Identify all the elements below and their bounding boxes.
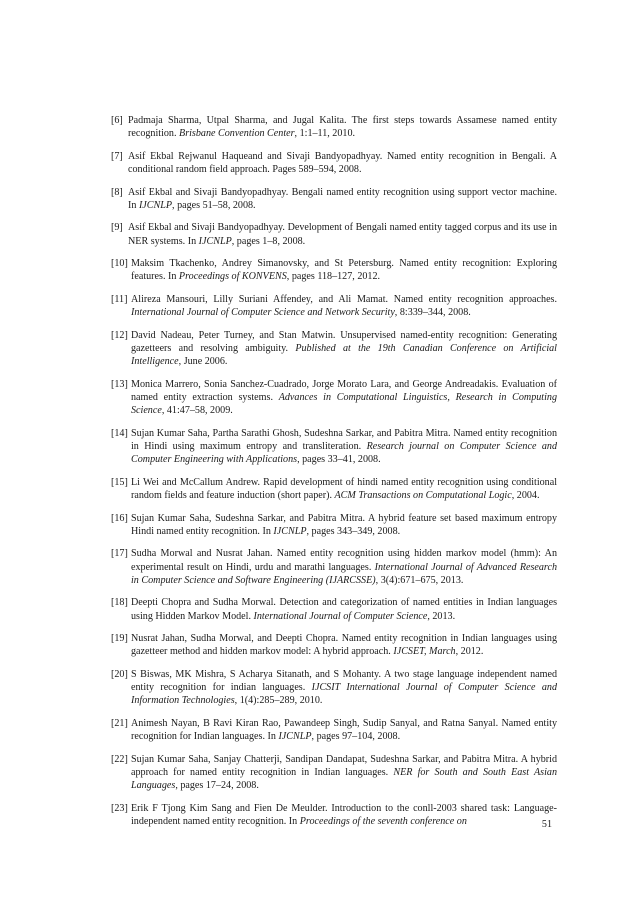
reference-segment: , pages 33–41, 2008.: [297, 454, 381, 466]
reference-text: [128, 221, 557, 247]
reference-segment: S Biswas, MK Mishra, S Acharya Sitanath, and S Mohanty. A two stage language independent named entity recognition for indian languages.: [131, 668, 557, 694]
reference-segment: , pages 1–8, 2008.: [231, 235, 306, 247]
reference-entry: [111, 257, 557, 283]
reference-entry: [111, 512, 557, 538]
reference-segment: , pages 51–58, 2008.: [172, 199, 256, 211]
reference-entry: [111, 114, 557, 140]
reference-segment: , 1:1–11, 2010.: [294, 128, 356, 140]
reference-entry: [111, 547, 557, 587]
reference-entry: [111, 632, 557, 658]
reference-number: [17]: [111, 548, 128, 560]
reference-entry: [111, 753, 557, 793]
reference-number: [21]: [111, 717, 128, 729]
page-number: 51: [541, 819, 552, 830]
reference-number: [22]: [111, 753, 128, 765]
reference-number: [15]: [111, 476, 128, 488]
reference-venue: IJCSET, March: [393, 646, 456, 658]
reference-segment: Asif Ekbal Rejwanul Haqueand and Sivaji Bandyopadhyay. Named entity recognition in Bengali. A conditional random field approach. Pages 589–594, 2008.: [128, 150, 557, 175]
reference-venue: Advances in Computational Linguistics, Research in Computing Science: [131, 391, 557, 417]
reference-number: [12]: [111, 329, 128, 341]
reference-segment: Erik F Tjong Kim Sang and Fien De Meulder. Introduction to the conll-2003 shared task: Language-independent named entity recognition. In: [131, 802, 557, 827]
reference-venue: IJCSIT International Journal of Computer Science and Information Technologies: [131, 682, 557, 707]
reference-venue: IJCNLP: [273, 525, 307, 537]
reference-segment: Li Wei and McCallum Andrew. Rapid development of hindi named entity recognition using conditional random fields and feature induction (short paper).: [131, 476, 557, 501]
reference-entry: [111, 802, 557, 828]
reference-text: [128, 186, 557, 212]
reference-venue: IJCNLP: [278, 731, 312, 743]
reference-entry: [111, 378, 557, 418]
reference-text: [131, 753, 557, 793]
reference-venue: Proceedings of KONVENS: [178, 271, 287, 283]
reference-segment: , 41:47–58, 2009.: [161, 405, 233, 417]
reference-venue: International Journal of Computer Science and Network Security: [131, 307, 395, 319]
reference-text: [131, 476, 557, 502]
reference-number: [14]: [111, 427, 128, 439]
reference-venue: International Journal of Advanced Research in Computer Science and Software Engineering (IJARCSSE): [131, 561, 557, 586]
reference-entry: [111, 596, 557, 622]
reference-segment: , 1(4):285–289, 2010.: [234, 695, 323, 707]
reference-list: [111, 114, 557, 838]
reference-segment: Padmaja Sharma, Utpal Sharma, and Jugal Kalita. The first steps towards Assamese named entity recognition.: [128, 115, 557, 140]
reference-segment: Alireza Mansouri, Lilly Suriani Affendey, and Ali Mamat. Named entity recognition approaches.: [131, 293, 557, 305]
reference-number: [18]: [111, 597, 128, 609]
reference-entry: [111, 150, 557, 176]
reference-text: [131, 668, 557, 708]
reference-text: [131, 547, 557, 587]
reference-number: [8]: [111, 186, 123, 198]
reference-entry: [111, 329, 557, 369]
reference-segment: Deepti Chopra and Sudha Morwal. Detection and categorization of named entities in Indian languages using Hidden Markov Model.: [131, 597, 557, 622]
reference-number: [9]: [111, 222, 123, 234]
reference-number: [10]: [111, 258, 128, 270]
reference-segment: , pages 17–24, 2008.: [175, 780, 259, 792]
reference-number: [23]: [111, 802, 128, 814]
reference-segment: , pages 97–104, 2008.: [311, 731, 401, 743]
reference-text: [131, 427, 557, 467]
reference-number: [16]: [111, 512, 128, 524]
reference-segment: Sujan Kumar Saha, Sudeshna Sarkar, and Pabitra Mitra. A hybrid feature set based maximum entropy Hindi named entity recognition. In: [131, 512, 557, 537]
reference-text: [131, 717, 557, 743]
reference-segment: Maksim Tkachenko, Andrey Simanovsky, and St Petersburg. Named entity recognition: Exploring features. In: [131, 258, 557, 283]
reference-entry: [111, 717, 557, 743]
reference-segment: , 2004.: [511, 489, 540, 501]
reference-venue: Proceedings of the seventh conference on: [299, 815, 467, 827]
reference-segment: Animesh Nayan, B Ravi Kiran Rao, Pawandeep Singh, Sudip Sanyal, and Ratna Sanyal. Named entity recognition for Indian languages. In: [131, 717, 557, 743]
reference-text: [128, 114, 557, 140]
reference-venue: IJCNLP: [198, 235, 232, 247]
reference-segment: , 2012.: [455, 646, 484, 658]
reference-segment: David Nadeau, Peter Turney, and Stan Matwin. Unsupervised named-entity recognition: Generating gazetteers and resolving ambiguity.: [131, 329, 557, 354]
reference-segment: , 2013.: [427, 610, 456, 622]
reference-number: [6]: [111, 115, 123, 126]
reference-segment: Monica Marrero, Sonia Sanchez-Cuadrado, Jorge Morato Lara, and George Andreadakis. Evaluation of named entity extraction systems.: [131, 378, 557, 403]
reference-venue: NER for South and South East Asian Languages: [131, 766, 557, 792]
reference-segment: Sujan Kumar Saha, Sanjay Chatterji, Sandipan Dandapat, Sudeshna Sarkar, and Pabitra Mitra. A hybrid approach for named entity recognition in Indian languages.: [131, 753, 557, 778]
reference-segment: , pages 343–349, 2008.: [306, 525, 401, 537]
reference-text: [128, 150, 557, 176]
reference-number: [13]: [111, 378, 128, 390]
reference-entry: [111, 186, 557, 212]
reference-number: [20]: [111, 668, 128, 680]
reference-venue: ACM Transactions on Computational Logic: [334, 489, 512, 501]
reference-venue: IJCNLP: [138, 199, 173, 211]
reference-segment: , June 2006.: [178, 356, 228, 368]
reference-venue: Published at the 19th Canadian Conference on Artificial Intelligence: [131, 342, 557, 368]
reference-number: [7]: [111, 150, 123, 162]
reference-segment: Asif Ekbal and Sivaji Bandyopadhyay. Bengali named entity recognition using support vector machine. In: [128, 186, 557, 211]
reference-text: [131, 512, 557, 538]
reference-entry: [111, 476, 557, 502]
reference-number: [11]: [111, 293, 128, 305]
reference-entry: [111, 221, 557, 247]
reference-segment: Sujan Kumar Saha, Partha Sarathi Ghosh, Sudeshna Sarkar, and Pabitra Mitra. Named entity recognition in Hindi using maximum entropy and transliteration.: [131, 427, 557, 452]
reference-segment: Nusrat Jahan, Sudha Morwal, and Deepti Chopra. Named entity recognition in Indian languages using gazetteer method and hidden markov model: A hybrid approach.: [131, 633, 557, 658]
reference-venue: International Journal of Computer Science: [253, 610, 428, 622]
reference-text: [131, 596, 557, 622]
reference-segment: , 3(4):671–675, 2013.: [375, 574, 464, 586]
reference-segment: , 8:339–344, 2008.: [394, 307, 471, 319]
reference-text: [131, 378, 557, 418]
reference-entry: [111, 668, 557, 708]
reference-segment: Asif Ekbal and Sivaji Bandyopadhyay. Development of Bengali named entity tagged corpus and its use in NER systems. In: [128, 222, 557, 247]
reference-entry: [111, 427, 557, 467]
reference-segment: , pages 118–127, 2012.: [286, 271, 381, 283]
reference-text: [131, 329, 557, 369]
reference-venue: Research journal on Computer Science and Computer Engineering with Applications: [131, 440, 557, 466]
reference-segment: Sudha Morwal and Nusrat Jahan. Named entity recognition using hidden markov model (hmm): An experimental result on Hindi, urdu and marathi languages.: [131, 548, 557, 573]
reference-entry: [111, 293, 557, 319]
reference-venue: Brisbane Convention Center: [179, 128, 295, 140]
reference-text: [131, 257, 557, 283]
reference-text: [131, 802, 557, 828]
reference-text: [131, 293, 557, 319]
reference-number: [19]: [111, 633, 128, 645]
reference-text: [131, 632, 557, 658]
